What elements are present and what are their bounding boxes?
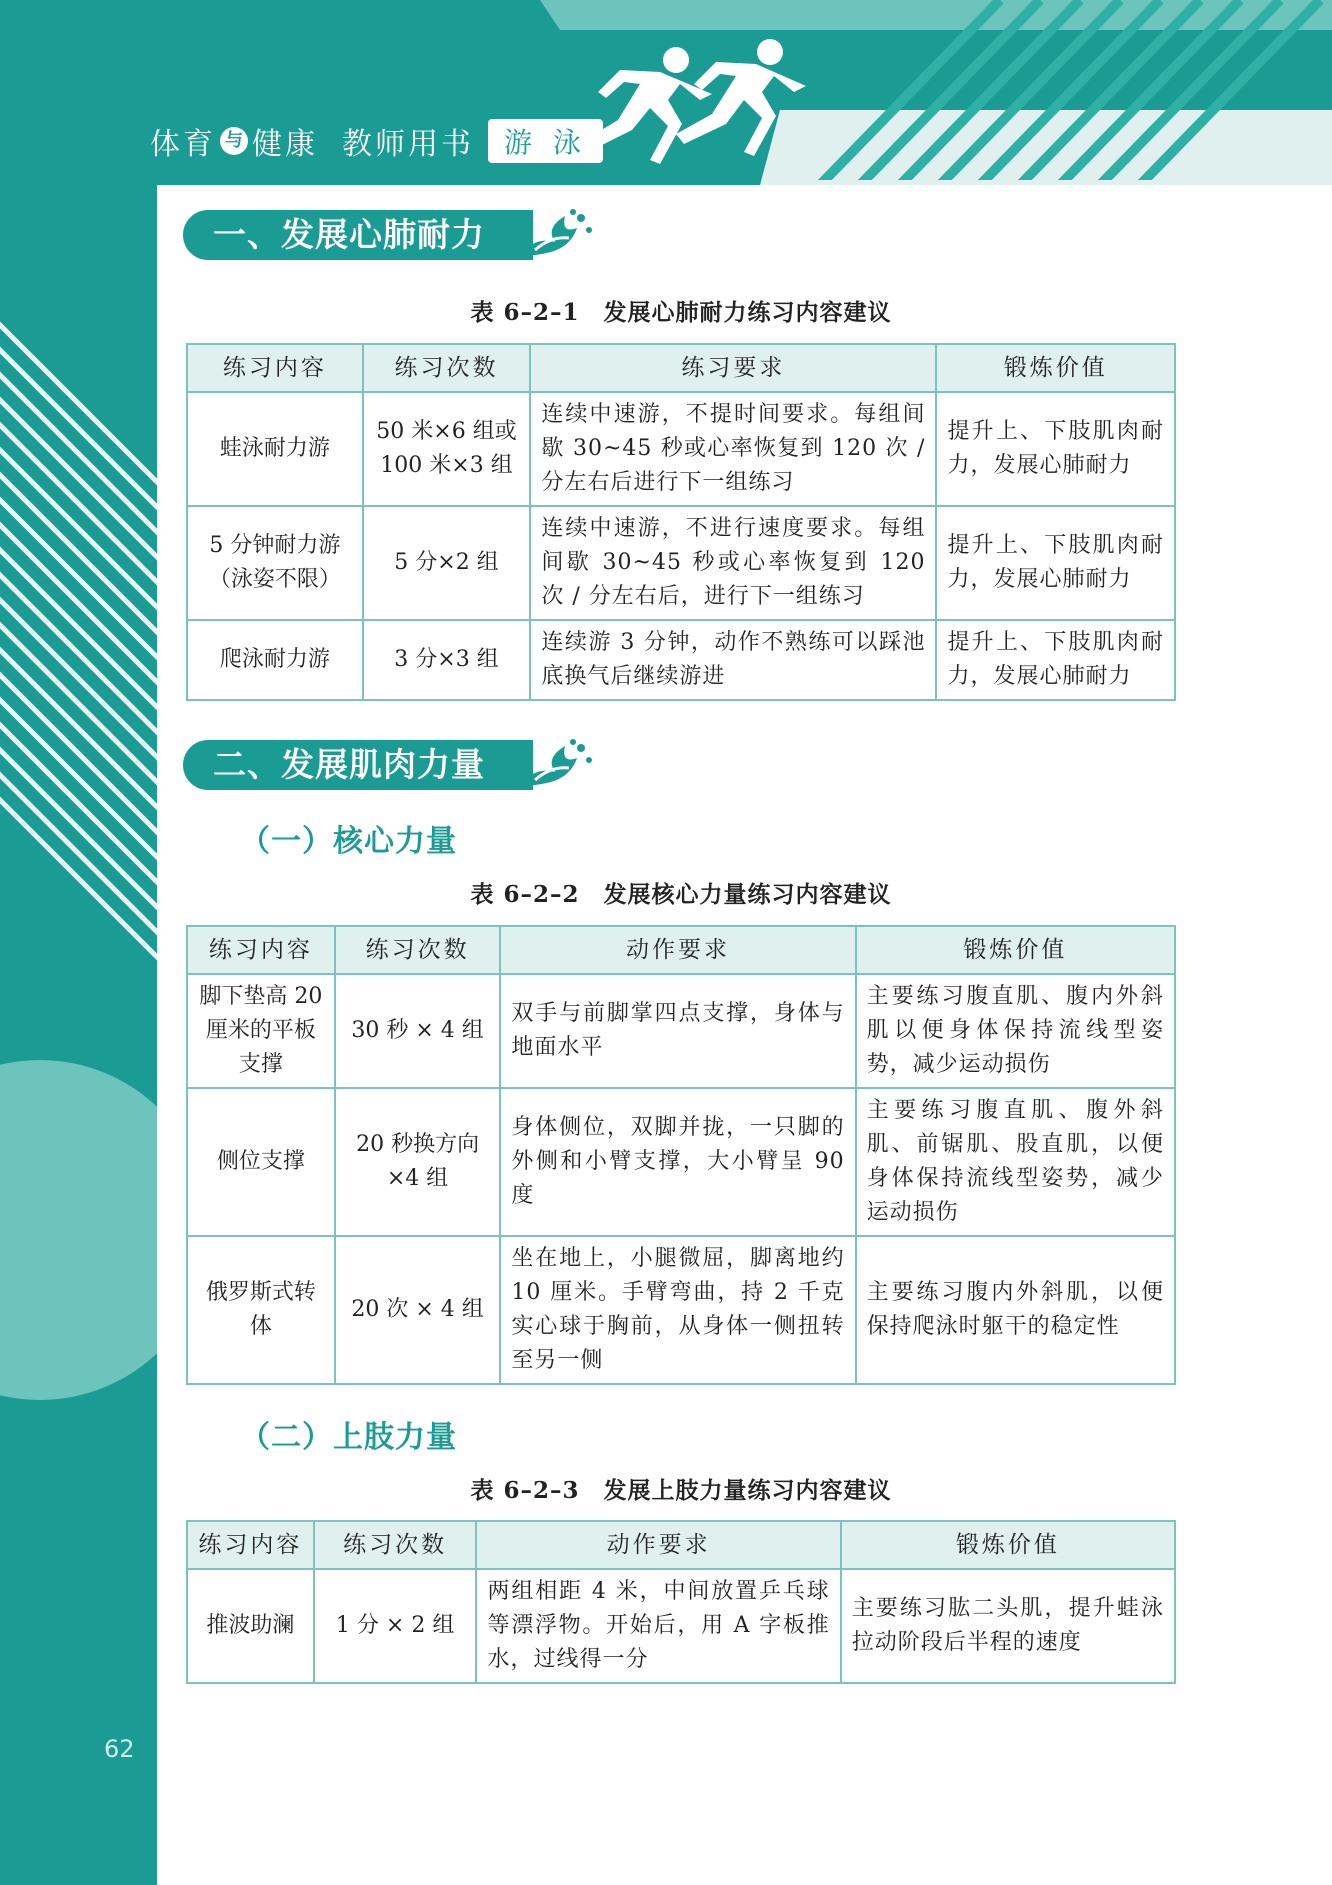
table-cell: 爬泳耐力游 <box>187 620 363 700</box>
table-cell: 蛙泳耐力游 <box>187 392 363 506</box>
table-header-row <box>187 1521 1175 1569</box>
table-cell: 3 分×3 组 <box>363 620 531 700</box>
table1 <box>186 343 1176 701</box>
table-row <box>187 1088 1175 1236</box>
section1-banner: 一、发展心肺耐力 <box>183 210 533 260</box>
table-header-cell: 练习内容 <box>187 926 335 974</box>
table-header-cell: 锻炼价值 <box>936 344 1175 392</box>
table-cell: 坐在地上，小腿微屈，脚离地约 10 厘米。手臂弯曲，持 2 千克实心球于胸前，从身体一侧扭转至另一侧 <box>500 1236 855 1384</box>
table1-caption: 表 6–2–1 发展心肺耐力练习内容建议 <box>470 299 892 326</box>
wave-splash-icon <box>515 736 595 794</box>
table-cell: 主要练习腹直肌、腹内外斜肌以便身体保持流线型姿势，减少运动损伤 <box>856 974 1175 1088</box>
table-cell: 连续中速游，不提时间要求。每组间歇 30~45 秒或心率恢复到 120 次 / 分左右后进行下一组练习 <box>530 392 936 506</box>
table-cell: 连续游 3 分钟，动作不熟练可以踩池底换气后继续游进 <box>530 620 936 700</box>
table-cell: 20 次 × 4 组 <box>335 1236 501 1384</box>
table-cell: 提升上、下肢肌肉耐力，发展心肺耐力 <box>936 506 1175 620</box>
table-header-cell: 练习内容 <box>187 1521 314 1569</box>
table-cell: 侧位支撑 <box>187 1088 335 1236</box>
table-row <box>187 392 1175 506</box>
table2 <box>186 925 1176 1385</box>
header-title-part1: 体育 <box>150 127 216 162</box>
table-cell: 脚下垫高 20 厘米的平板支撑 <box>187 974 335 1088</box>
section2-banner: 二、发展肌肉力量 <box>183 740 533 790</box>
subsection-core-title: （一）核心力量 <box>240 824 457 859</box>
table-cell: 5 分钟耐力游（泳姿不限） <box>187 506 363 620</box>
table-header-row <box>187 926 1175 974</box>
table-cell: 俄罗斯式转体 <box>187 1236 335 1384</box>
table-row <box>187 1236 1175 1384</box>
page-number: 62 <box>104 1735 135 1763</box>
table-row <box>187 974 1175 1088</box>
table-header-cell: 练习次数 <box>335 926 501 974</box>
subsection-upper-limb-title: （二）上肢力量 <box>240 1420 457 1455</box>
table-cell: 双手与前脚掌四点支撑，身体与地面水平 <box>500 974 855 1088</box>
table-cell: 20 秒换方向×4 组 <box>335 1088 501 1236</box>
table-cell: 主要练习肱二头肌，提升蛙泳拉动阶段后半程的速度 <box>841 1569 1175 1683</box>
header-title-part3: 教师用书 <box>342 127 474 162</box>
table-cell: 主要练习腹直肌、腹外斜肌、前锯肌、股直肌，以便身体保持流线型姿势，减少运动损伤 <box>856 1088 1175 1236</box>
header-subject-tag: 游 泳 <box>488 119 603 163</box>
table-row <box>187 1569 1175 1683</box>
table-header-row <box>187 344 1175 392</box>
header-yu-badge: 与 <box>220 127 248 155</box>
table-cell: 1 分 × 2 组 <box>314 1569 477 1683</box>
table-cell: 两组相距 4 米，中间放置乒乓球等漂浮物。开始后，用 A 字板推水，过线得一分 <box>476 1569 840 1683</box>
header-title-part2: 健康 <box>252 127 318 162</box>
table-cell: 主要练习腹内外斜肌，以便保持爬泳时躯干的稳定性 <box>856 1236 1175 1384</box>
table-cell: 50 米×6 组或 100 米×3 组 <box>363 392 531 506</box>
table-row <box>187 506 1175 620</box>
table3-caption: 表 6–2–3 发展上肢力量练习内容建议 <box>470 1477 892 1504</box>
table-cell: 推波助澜 <box>187 1569 314 1683</box>
book-header-title <box>150 118 603 164</box>
table-header-cell: 锻炼价值 <box>841 1521 1175 1569</box>
table-cell: 提升上、下肢肌肉耐力，发展心肺耐力 <box>936 392 1175 506</box>
table-header-cell: 练习次数 <box>314 1521 477 1569</box>
table-header-cell: 练习内容 <box>187 344 363 392</box>
table-header-cell: 动作要求 <box>476 1521 840 1569</box>
table-cell: 连续中速游，不进行速度要求。每组间歇 30~45 秒或心率恢复到 120 次 / 分左右后，进行下一组练习 <box>530 506 936 620</box>
table2-caption: 表 6–2–2 发展核心力量练习内容建议 <box>470 881 892 908</box>
table-cell: 提升上、下肢肌肉耐力，发展心肺耐力 <box>936 620 1175 700</box>
table-cell: 身体侧位，双脚并拢，一只脚的外侧和小臂支撑，大小臂呈 90 度 <box>500 1088 855 1236</box>
table-header-cell: 动作要求 <box>500 926 855 974</box>
table-header-cell: 锻炼价值 <box>856 926 1175 974</box>
table-cell: 5 分×2 组 <box>363 506 531 620</box>
table-cell: 30 秒 × 4 组 <box>335 974 501 1088</box>
table-header-cell: 练习次数 <box>363 344 531 392</box>
table-header-cell: 练习要求 <box>530 344 936 392</box>
table-row <box>187 620 1175 700</box>
wave-splash-icon <box>515 206 595 264</box>
table3 <box>186 1520 1176 1684</box>
